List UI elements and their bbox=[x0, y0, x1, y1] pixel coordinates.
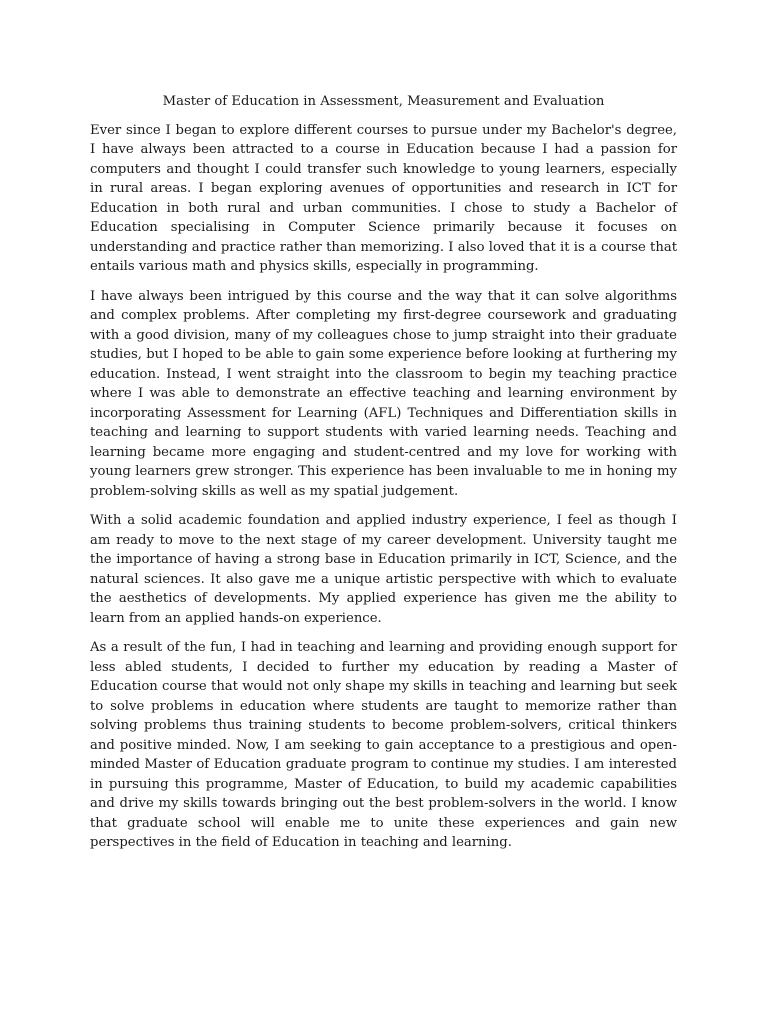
paragraph-3: With a solid academic foundation and applied industry experience, I feel as though I am ready to move to the next stage of my career development. University taught me the importance of having a strong base in Education primarily in ICT, Science, and the natural sciences. It also gave me a unique artistic perspective with which to evaluate the aesthetics of developments. My applied experience has given me the ability to learn from an applied hands-on experience. bbox=[90, 513, 677, 626]
paragraph-2: I have always been intrigued by this course and the way that it can solve algorithms and complex problems. After completing my first-degree coursework and graduating with a good division, many of my colleagues chose to jump straight into their graduate studies, but I hoped to be able to gain some experience before looking at furthering my education. Instead, I went straight into the classroom to begin my teaching practice where I was able to demonstrate an effective teaching and learning environment by incorporating Assessment for Learning (AFL) Techniques and Differentiation skills in teaching and learning to support students with varied learning needs. Teaching and learning became more engaging and student-centred and my love for working with young learners grew stronger. This experience has been invaluable to me in honing my problem-solving skills as well as my spatial judgement. bbox=[90, 288, 677, 499]
paragraph-4: As a result of the fun, I had in teaching and learning and providing enough support for less abled students, I decided to further my education by reading a Master of Education course that would not only shape my skills in teaching and learning but seek to solve problems in education where students are taught to memorize rather than solving problems thus training students to become problem-solvers, critical thinkers and positive minded. Now, I am seeking to gain acceptance to a prestigious and open-minded Master of Education graduate program to continue my studies. I am interested in pursuing this programme, Master of Education, to build my academic capabilities and drive my skills towards bringing out the best problem-solvers in the world. I know that graduate school will enable me to unite these experiences and gain new perspectives in the field of Education in teaching and learning. bbox=[90, 640, 677, 850]
document-page bbox=[90, 92, 677, 863]
document-title: Master of Education in Assessment, Measurement and Evaluation bbox=[162, 94, 605, 109]
paragraph-1: Ever since I began to explore different courses to pursue under my Bachelor's degree, I have always been attracted to a course in Education because I had a passion for computers and thought I could transfer such knowledge to young learners, especially in rural areas. I began exploring avenues of opportunities and research in ICT for Education in both rural and urban communities. I chose to study a Bachelor of Education specialising in Computer Science primarily because it focuses on understanding and practice rather than memorizing. I also loved that it is a course that entails various math and physics skills, especially in programming. bbox=[90, 122, 677, 274]
